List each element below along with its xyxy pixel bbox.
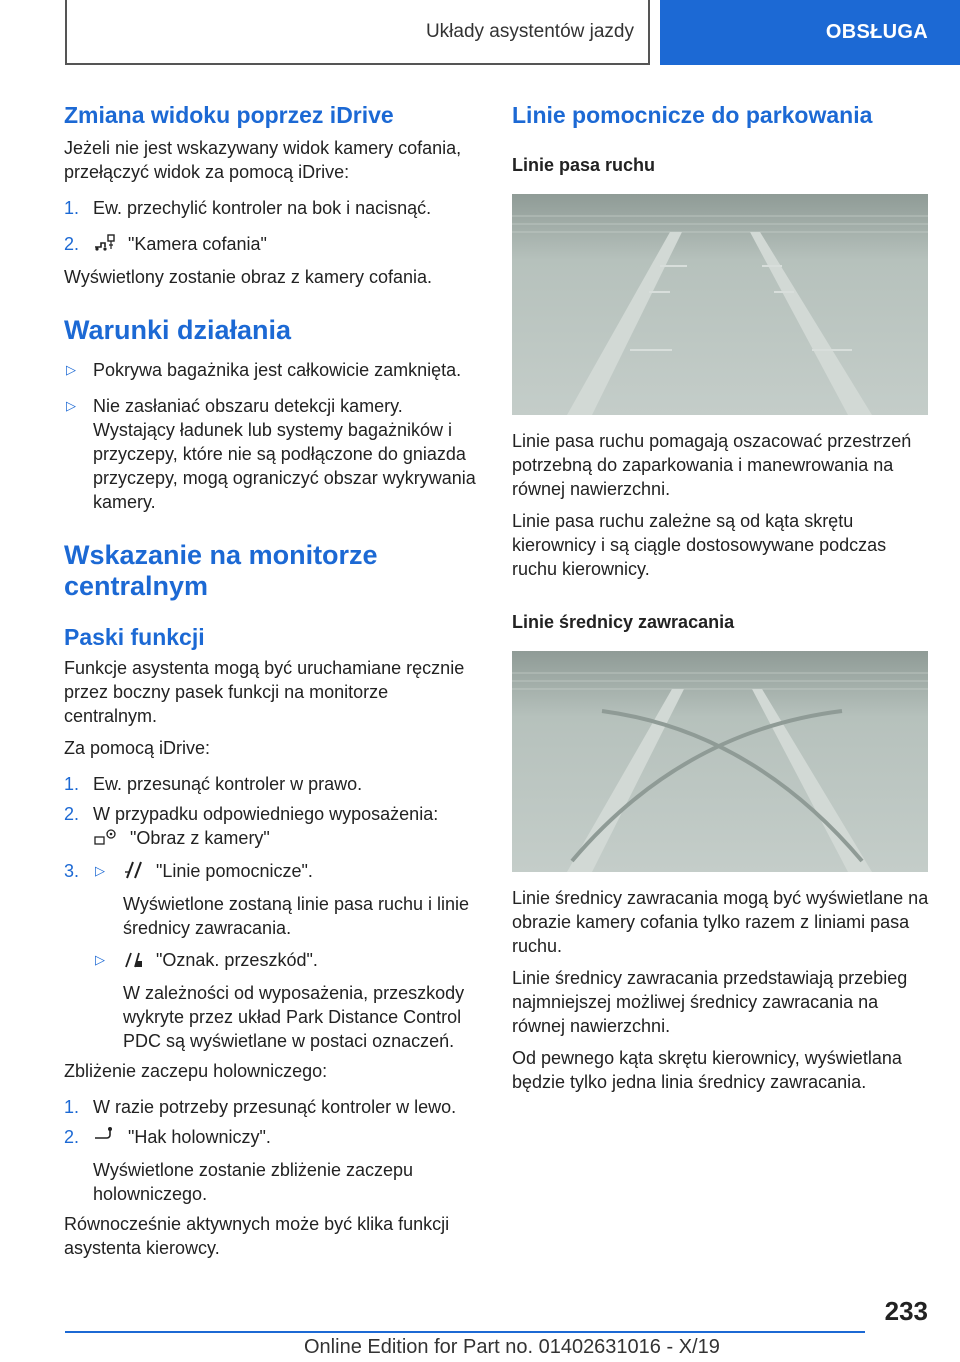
step-number: 2. — [64, 234, 80, 254]
list-item — [64, 1095, 478, 1119]
paragraph: Za pomocą iDrive: — [64, 738, 211, 758]
subheading-turning-circle: Linie średnicy zawracania — [512, 612, 735, 632]
trailer-hitch-icon — [93, 1126, 117, 1152]
item-text: Pokrywa bagażnika jest całkowicie zamknięta. — [93, 360, 462, 380]
left-column — [64, 100, 478, 1260]
list-item — [64, 196, 478, 220]
step-text: W przypadku odpowiedniego wyposażenia: — [93, 804, 439, 824]
lane-lines-image — [512, 194, 928, 415]
step-number: 1. — [64, 1097, 80, 1117]
step-text: "Oznak. przeszkód". — [156, 950, 318, 970]
chapter-tab — [660, 0, 960, 65]
footer-divider — [65, 1331, 865, 1333]
heading-operating-conditions: Warunki działania — [64, 315, 292, 345]
triangle-bullet-icon: ▷ — [66, 398, 76, 413]
triangle-bullet-icon: ▷ — [66, 362, 76, 377]
heading-parking-guidelines: Linie pomocnicze do parkowania — [512, 102, 873, 128]
step-text: "Kamera cofania" — [128, 234, 267, 254]
section-header — [65, 0, 650, 65]
paragraph: Linie pasa ruchu pomagają oszacować przestrzeń potrzebną do zaparkowania i manewrowania na równej nawierzchni. — [512, 431, 912, 499]
right-column — [512, 100, 930, 1094]
paragraph: Wyświetlony zostanie obraz z kamery cofania. — [64, 267, 432, 287]
paragraph: Jeżeli nie jest wskazywany widok kamery cofania, przełączyć widok za pomocą iDrive: — [64, 138, 462, 182]
paragraph: Równocześnie aktywnych może być klika funkcji asystenta kierowcy. — [64, 1214, 450, 1258]
camera-settings-icon — [93, 827, 119, 853]
triangle-bullet-icon: ▷ — [95, 863, 105, 878]
paragraph: Funkcje asystenta mogą być uruchamiane ręcznie przez boczny pasek funkcji na monitorze centralnym. — [64, 658, 465, 726]
paragraph: Linie pasa ruchu zależne są od kąta skrętu kierownicy i są ciągle dostosowywane podczas ruchu kierownicy. — [512, 511, 887, 579]
list-item — [64, 1125, 478, 1152]
subheading-lane-lines: Linie pasa ruchu — [512, 155, 656, 175]
step-text: "Linie pomocnicze". — [156, 861, 313, 881]
step-subtext: "Obraz z kamery" — [130, 828, 270, 848]
item-text: Nie zasłaniać obszaru detekcji kamery. Wystający ładunek lub systemy bagażników i przyczepy, które nie są podłączone do gniazda przyczepy, mogą ograniczyć obszar wykrywania kamery. — [93, 396, 476, 512]
step-number: 3. — [64, 861, 80, 881]
paragraph: Linie średnicy zawracania mogą być wyświetlane na obrazie kamery cofania tylko razem z liniami pasa ruchu. — [512, 888, 929, 956]
guide-lines-icon — [123, 860, 145, 886]
list-item — [64, 859, 478, 886]
obstacle-marking-icon — [123, 949, 145, 975]
paragraph: Zbliżenie zaczepu holowniczego: — [64, 1061, 328, 1081]
list-item — [64, 772, 478, 796]
step-description: W zależności od wyposażenia, przeszkody wykryte przez układ Park Distance Control PDC są wyświetlane w postaci oznaczeń. — [123, 983, 465, 1051]
step-number: 1. — [64, 774, 80, 794]
page-number: 233 — [884, 1296, 928, 1326]
step-number: 1. — [64, 198, 80, 218]
paragraph: Linie średnicy zawracania przedstawiają przebieg najmniejszej możliwej średnicy zawracania na równej nawierzchni. — [512, 968, 908, 1036]
chapter-tab-label: OBSŁUGA — [825, 21, 928, 43]
rear-camera-icon — [93, 233, 117, 259]
step-number: 2. — [64, 1127, 80, 1147]
step-text: Ew. przechylić kontroler na bok i nacisnąć. — [93, 198, 432, 218]
step-description: Wyświetlone zostaną linie pasa ruchu i linie średnicy zawracania. — [123, 894, 470, 938]
step-text: Ew. przesunąć kontroler w prawo. — [93, 774, 363, 794]
footer-edition: Online Edition for Part no. 01402631016 - X/19 — [304, 1336, 720, 1358]
step-description: Wyświetlone zostanie zbliżenie zaczepu holowniczego. — [93, 1160, 414, 1204]
step-number: 2. — [64, 804, 80, 824]
step-text: W razie potrzeby przesunąć kontroler w lewo. — [93, 1097, 457, 1117]
heading-central-monitor: Wskazanie na monitorze centralnym — [64, 540, 378, 601]
list-item — [64, 802, 478, 853]
heading-idrive-view: Zmiana widoku poprzez iDrive — [64, 102, 394, 128]
list-item — [64, 394, 478, 514]
triangle-bullet-icon: ▷ — [95, 952, 105, 967]
list-item — [64, 232, 478, 259]
list-item — [64, 948, 478, 975]
section-title: Układy asystentów jazdy — [425, 20, 634, 42]
paragraph: Od pewnego kąta skrętu kierownicy, wyświetlana będzie tylko jedna linia średnicy zawracania. — [512, 1048, 902, 1092]
turning-circle-image — [512, 651, 928, 872]
heading-function-bars: Paski funkcji — [64, 624, 205, 650]
list-item — [64, 358, 478, 382]
step-text: "Hak holowniczy". — [128, 1127, 271, 1147]
